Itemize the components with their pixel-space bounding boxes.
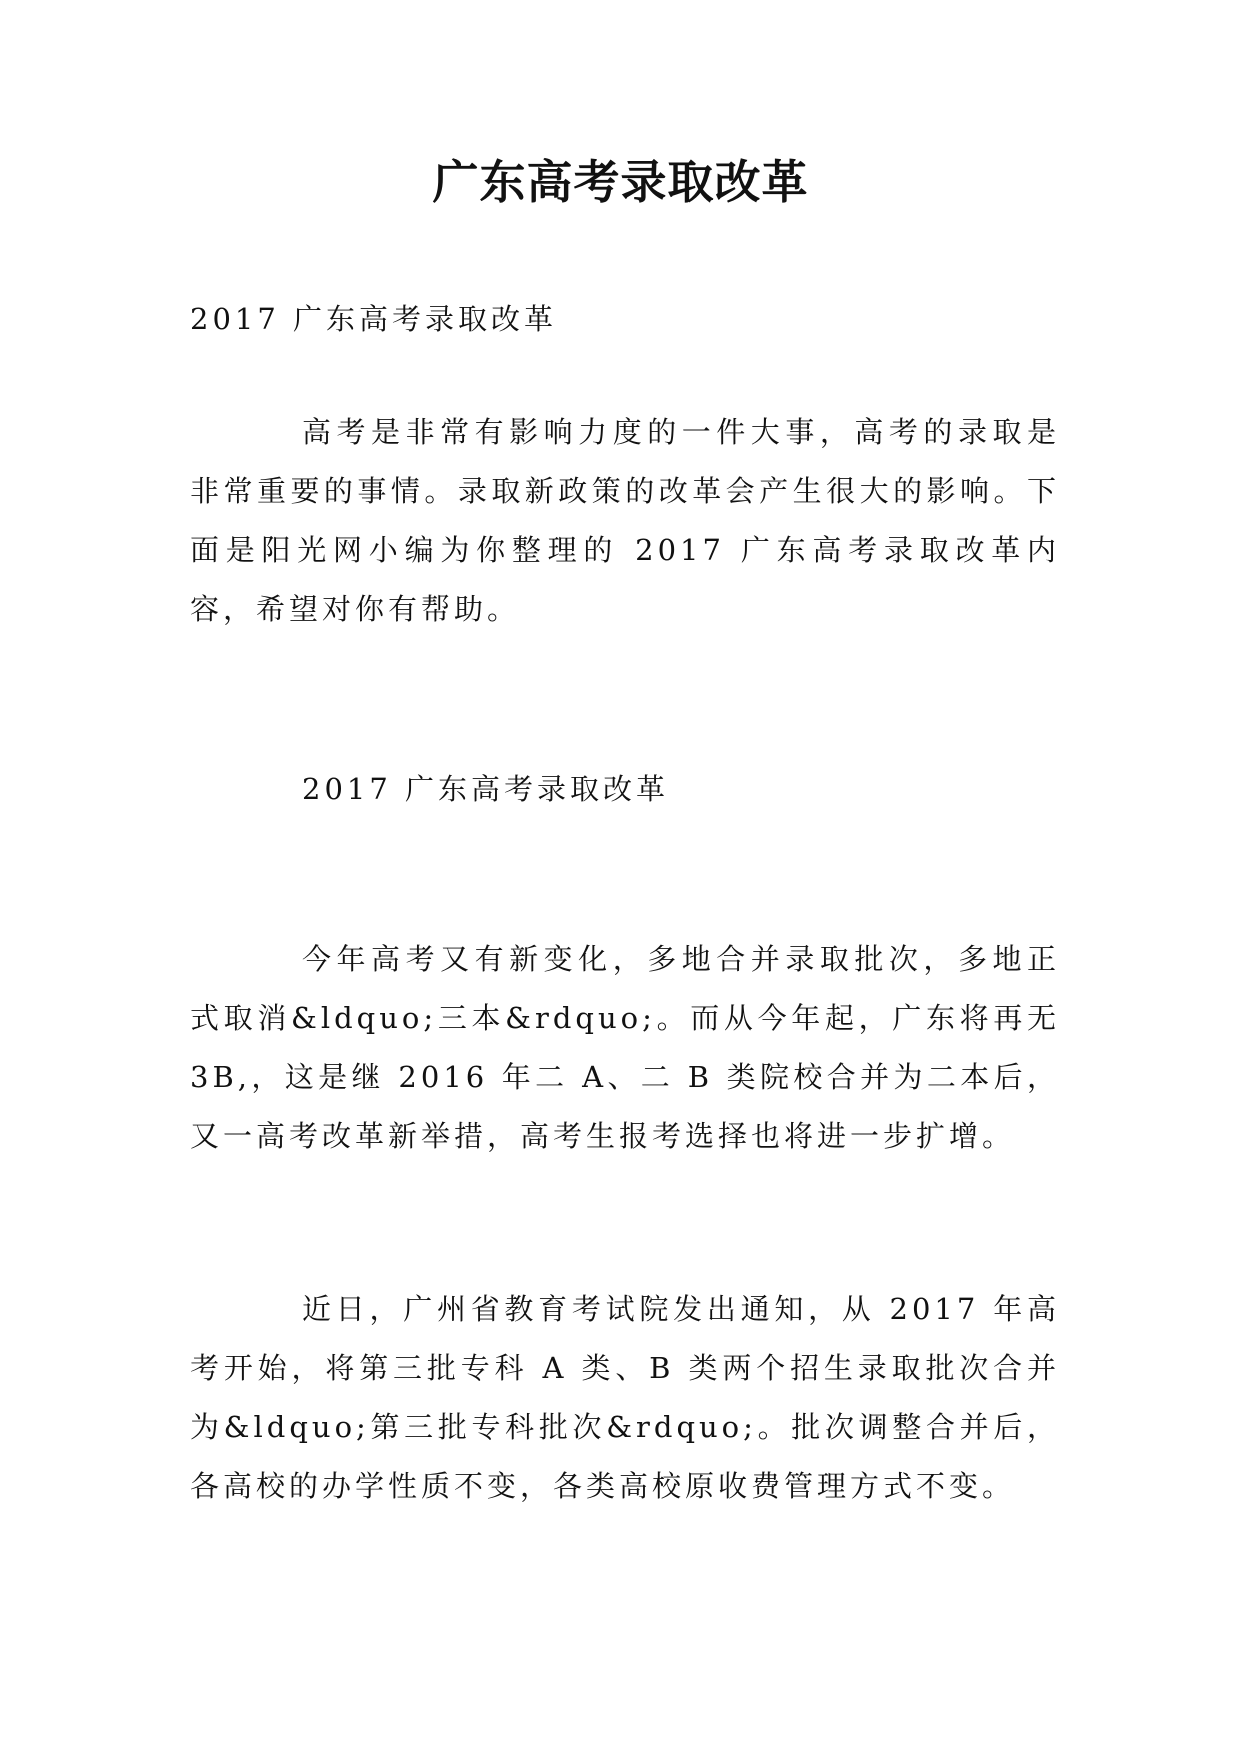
body-paragraph: 近日，广州省教育考试院发出通知，从 2017 年高考开始，将第三批专科 A 类、B 类两个招生录取批次合并为&ldquo;第三批专科批次&rdquo;。批次调整合并后，各高校的办学性质不变，各类高校原收费管理方式不变。 [190, 1292, 1060, 1503]
document-subheading: 2017 广东高考录取改革 [190, 302, 558, 336]
section-heading: 2017 广东高考录取改革 [302, 772, 670, 806]
document-title: 广东高考录取改革 [432, 155, 809, 209]
intro-paragraph: 高考是非常有影响力度的一件大事，高考的录取是非常重要的事情。录取新政策的改革会产生很大的影响。下面是阳光网小编为你整理的 2017 广东高考录取改革内容，希望对你有帮助。 [190, 415, 1060, 626]
body-paragraph: 今年高考又有新变化，多地合并录取批次，多地正式取消&ldquo;三本&rdquo;。而从今年起，广东将再无 3B,，这是继 2016 年二 A、二 B 类院校合并为二本后，又一高考改革新举措，高考生报考选择也将进一步扩增。 [190, 942, 1060, 1153]
